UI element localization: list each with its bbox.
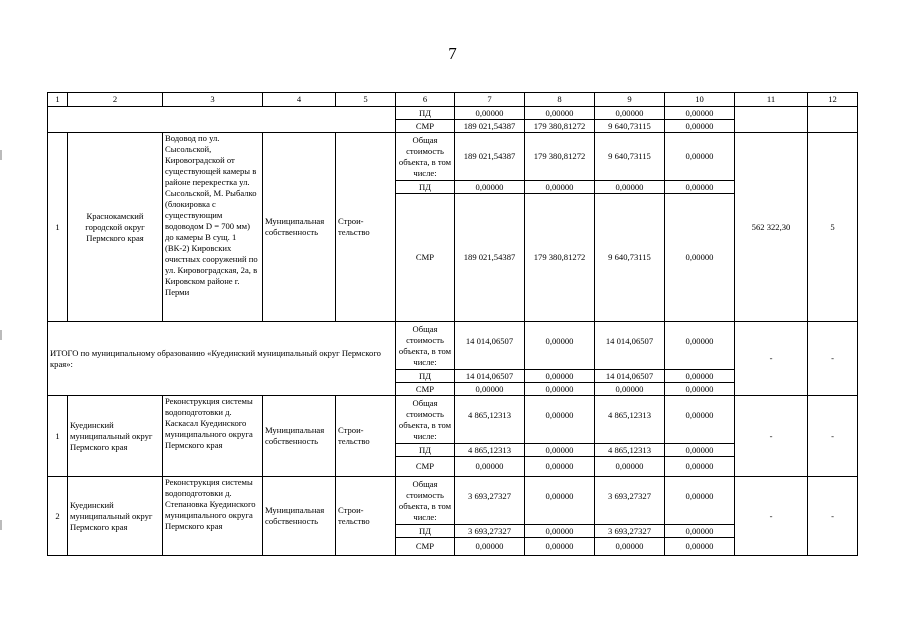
value-cell: 0,00000 [665, 370, 735, 383]
pd-label: ПД [396, 370, 455, 383]
col-header: 1 [48, 93, 68, 107]
value-cell: 9 640,73115 [595, 194, 665, 322]
value-col11: - [735, 322, 808, 396]
row-number: 2 [48, 477, 68, 556]
municipality-cell: Куединский муниципальный округ Пермского края [68, 396, 163, 477]
col-header: 6 [396, 93, 455, 107]
value-cell: 0,00000 [525, 107, 595, 120]
col-header: 5 [336, 93, 396, 107]
col-header: 12 [808, 93, 858, 107]
col-header: 4 [263, 93, 336, 107]
value-cell: 0,00000 [665, 133, 735, 181]
value-cell: 189 021,54387 [455, 133, 525, 181]
object-cell: Реконструкция системы водоподготовки д. Степановка Куединского муниципального округа Пермского края [163, 477, 263, 556]
value-cell: 0,00000 [455, 181, 525, 194]
ownership-cell: Муниципальная собственность [263, 133, 336, 322]
value-cell: 0,00000 [665, 538, 735, 556]
value-cell: 0,00000 [665, 194, 735, 322]
value-cell: 14 014,06507 [455, 370, 525, 383]
value-cell: 0,00000 [665, 444, 735, 457]
pd-label: ПД [396, 107, 455, 120]
table-row [48, 322, 858, 370]
value-cell: 0,00000 [595, 107, 665, 120]
value-cell: 0,00000 [665, 120, 735, 133]
investment-table [47, 92, 858, 556]
value-cell: 0,00000 [525, 181, 595, 194]
value-cell: 0,00000 [665, 396, 735, 444]
municipality-cell: Куединский муниципальный округ Пермского края [68, 477, 163, 556]
value-col11: - [735, 477, 808, 556]
value-cell: 0,00000 [595, 181, 665, 194]
pd-label: ПД [396, 444, 455, 457]
page-number: 7 [448, 44, 457, 63]
value-cell: 0,00000 [595, 457, 665, 477]
subtotal-label: ИТОГО по муниципальному образованию «Куединский муниципальный округ Пермского края»: [48, 322, 396, 396]
value-col12: - [808, 322, 858, 396]
total-label: Общая стоимость объекта, в том числе: [396, 396, 455, 444]
value-cell: 0,00000 [665, 322, 735, 370]
value-cell: 0,00000 [665, 383, 735, 396]
smr-label: СМР [396, 194, 455, 322]
total-label: Общая стоимость объекта, в том числе: [396, 477, 455, 525]
value-cell: 179 380,81272 [525, 120, 595, 133]
col-header: 10 [665, 93, 735, 107]
value-cell: 0,00000 [525, 383, 595, 396]
value-cell: 189 021,54387 [455, 120, 525, 133]
value-cell: 0,00000 [595, 383, 665, 396]
value-cell: 9 640,73115 [595, 133, 665, 181]
blank-cell [48, 107, 396, 133]
ownership-cell: Муниципальная собственность [263, 477, 336, 556]
value-cell: 189 021,54387 [455, 194, 525, 322]
value-cell: 0,00000 [455, 538, 525, 556]
work-type-cell: Строи- тельство [336, 396, 396, 477]
value-cell: 179 380,81272 [525, 194, 595, 322]
value-cell: 0,00000 [525, 370, 595, 383]
col-header: 7 [455, 93, 525, 107]
table-row [48, 396, 858, 444]
total-label: Общая стоимость объекта, в том числе: [396, 133, 455, 181]
col-header: 9 [595, 93, 665, 107]
value-cell: 0,00000 [525, 396, 595, 444]
row-number: 1 [48, 396, 68, 477]
value-cell: 0,00000 [525, 477, 595, 525]
value-cell: 9 640,73115 [595, 120, 665, 133]
col-header: 11 [735, 93, 808, 107]
pd-label: ПД [396, 181, 455, 194]
pd-label: ПД [396, 525, 455, 538]
value-cell: 0,00000 [595, 538, 665, 556]
smr-label: СМР [396, 457, 455, 477]
value-col11: 562 322,30 [735, 133, 808, 322]
value-cell: 4 865,12313 [595, 396, 665, 444]
value-cell: 0,00000 [455, 383, 525, 396]
value-cell: 0,00000 [665, 107, 735, 120]
smr-label: СМР [396, 383, 455, 396]
value-cell: 0,00000 [665, 181, 735, 194]
value-cell: 0,00000 [525, 525, 595, 538]
smr-label: СМР [396, 538, 455, 556]
col-header: 8 [525, 93, 595, 107]
value-cell: 0,00000 [665, 457, 735, 477]
value-cell: 4 865,12313 [455, 444, 525, 457]
value-cell: 3 693,27327 [455, 477, 525, 525]
value-cell: 3 693,27327 [595, 477, 665, 525]
municipality-cell: Краснокамский городской округ Пермского края [68, 133, 163, 322]
object-cell: Реконструкция системы водоподготовки д. Каскасал Куединского муниципального округа Пермского края [163, 396, 263, 477]
value-cell: 4 865,12313 [455, 396, 525, 444]
value-col12: - [808, 396, 858, 477]
value-cell: 3 693,27327 [455, 525, 525, 538]
value-cell: 0,00000 [665, 477, 735, 525]
margin-mark [0, 520, 2, 530]
total-label: Общая стоимость объекта, в том числе: [396, 322, 455, 370]
ownership-cell: Муниципальная собственность [263, 396, 336, 477]
value-cell: 0,00000 [665, 525, 735, 538]
value-cell: 14 014,06507 [595, 322, 665, 370]
margin-mark [0, 330, 2, 340]
table-row [48, 133, 858, 181]
value-col12: 5 [808, 133, 858, 322]
value-cell: 14 014,06507 [455, 322, 525, 370]
value-cell: 0,00000 [525, 444, 595, 457]
work-type-cell: Строи- тельство [336, 477, 396, 556]
value-cell: 0,00000 [455, 457, 525, 477]
value-cell: 14 014,06507 [595, 370, 665, 383]
smr-label: СМР [396, 120, 455, 133]
column-number-row [48, 93, 858, 107]
blank-cell [735, 107, 808, 133]
value-cell: 3 693,27327 [595, 525, 665, 538]
col-header: 2 [68, 93, 163, 107]
value-col12: - [808, 477, 858, 556]
col-header: 3 [163, 93, 263, 107]
table-row [48, 477, 858, 525]
row-number: 1 [48, 133, 68, 322]
object-cell: Водовод по ул. Сысольской, Кировоградской от существующей камеры в районе перекрестка ул. Сысольской, М. Рыбалко (блокировка с существующим водоводом D = 700 мм) до камеры В сущ. 1 (ВК-2) Кировских очистных сооружений по ул. Кировоградская, 2а, в Кировском районе г. Перми [163, 133, 263, 322]
value-cell: 0,00000 [525, 457, 595, 477]
margin-mark [0, 150, 2, 160]
work-type-cell: Строи- тельство [336, 133, 396, 322]
value-cell: 179 380,81272 [525, 133, 595, 181]
value-cell: 4 865,12313 [595, 444, 665, 457]
value-cell: 0,00000 [525, 538, 595, 556]
value-cell: 0,00000 [525, 322, 595, 370]
blank-cell [808, 107, 858, 133]
value-col11: - [735, 396, 808, 477]
table-row [48, 107, 858, 120]
value-cell: 0,00000 [455, 107, 525, 120]
